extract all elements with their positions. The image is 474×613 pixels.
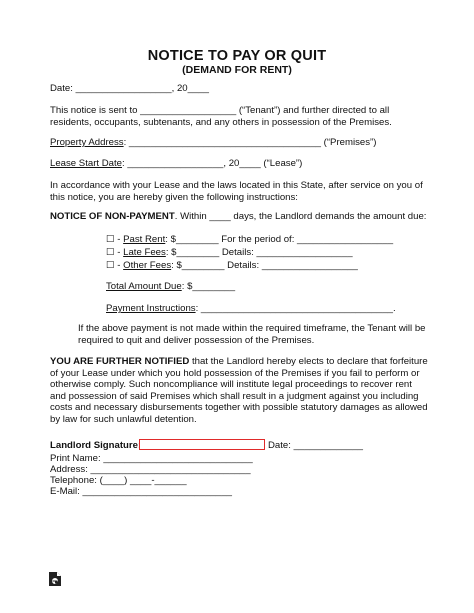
lease-start-line[interactable] bbox=[50, 158, 302, 170]
lease-start-label: Lease Start Date bbox=[50, 158, 122, 169]
property-address-label: Property Address bbox=[50, 137, 124, 148]
eforms-logo-icon bbox=[48, 571, 62, 587]
checkbox-icon[interactable]: ☐ - bbox=[106, 260, 124, 271]
total-amount-field[interactable]: : $________ bbox=[181, 281, 236, 292]
past-rent-item[interactable] bbox=[106, 234, 393, 246]
accordance-paragraph: In accordance with your Lease and the laws located in this State, after service on you of this notice, you are hereby given the following instructions: bbox=[50, 180, 423, 203]
other-fees-label: Other Fees bbox=[123, 260, 172, 271]
signature-field[interactable] bbox=[139, 439, 265, 450]
late-fees-item[interactable] bbox=[106, 247, 353, 259]
nonpayment-text[interactable]: . Within ____ days, the Landlord demands the amount due: bbox=[174, 211, 427, 222]
other-fees-fields[interactable]: : $________ Details: __________________ bbox=[171, 260, 358, 271]
further-notified-label: YOU ARE FURTHER NOTIFIED bbox=[50, 356, 190, 367]
property-address-field[interactable]: : ____________________________________ (“Premises”) bbox=[123, 137, 377, 148]
property-address-line[interactable] bbox=[50, 137, 376, 149]
nonpayment-line bbox=[50, 211, 426, 223]
lease-start-field[interactable]: : __________________, 20____ (“Lease”) bbox=[122, 158, 303, 169]
print-name-field[interactable]: Print Name: ____________________________ bbox=[50, 453, 253, 464]
date-line[interactable]: Date: __________________, 20____ bbox=[50, 83, 209, 94]
payment-instructions-field[interactable]: : ____________________________________. bbox=[195, 303, 396, 314]
email-field[interactable]: E-Mail: ____________________________ bbox=[50, 486, 232, 497]
landlord-signature-label: Landlord Signature bbox=[50, 440, 138, 451]
checkbox-icon[interactable]: ☐ - bbox=[106, 247, 124, 258]
nonpayment-label: NOTICE OF NON-PAYMENT bbox=[50, 211, 175, 222]
total-amount-label: Total Amount Due bbox=[106, 281, 182, 292]
payment-instructions-line[interactable] bbox=[106, 303, 396, 315]
further-notified-text: that the Landlord hereby elects to declare that forfeiture of your Lease under which you hold possession of the Premises if you fail to perform or otherwise comply. Such noncompliance will institute legal proceedings to recover rent and possession of said Premises which shall result in a judgment against you including costs and necessary disbursements together with possible statutory damages as allowed by law for such unlawful detention. bbox=[50, 356, 428, 425]
nonpayment-consequence-paragraph: If the above payment is not made within the required timeframe, the Tenant will be required to quit and deliver possession of the Premises. bbox=[78, 323, 426, 346]
signature-date-field[interactable]: Date: _____________ bbox=[268, 440, 363, 451]
further-notified-paragraph bbox=[50, 356, 430, 426]
other-fees-item[interactable] bbox=[106, 260, 358, 272]
past-rent-label: Past Rent bbox=[123, 234, 166, 245]
late-fees-fields[interactable]: : $________ Details: __________________ bbox=[165, 247, 353, 258]
landlord-signature-line bbox=[50, 440, 141, 452]
telephone-field[interactable]: Telephone: (____) ____-______ bbox=[50, 475, 187, 486]
total-amount-line[interactable] bbox=[106, 281, 235, 293]
page-subtitle: (DEMAND FOR RENT) bbox=[182, 64, 292, 76]
past-rent-fields[interactable]: : $________ For the period of: __________________ bbox=[165, 234, 394, 245]
checkbox-icon[interactable]: ☐ - bbox=[106, 234, 124, 245]
address-field[interactable]: Address: ______________________________ bbox=[50, 464, 251, 475]
late-fees-label: Late Fees bbox=[123, 247, 166, 258]
sent-to-paragraph: This notice is sent to __________________ (“Tenant”) and further directed to all residents, occupants, subtenants, and any others in possession of the Premises. bbox=[50, 105, 392, 128]
page-title: NOTICE TO PAY OR QUIT bbox=[147, 48, 327, 64]
payment-instructions-label: Payment Instructions bbox=[106, 303, 196, 314]
